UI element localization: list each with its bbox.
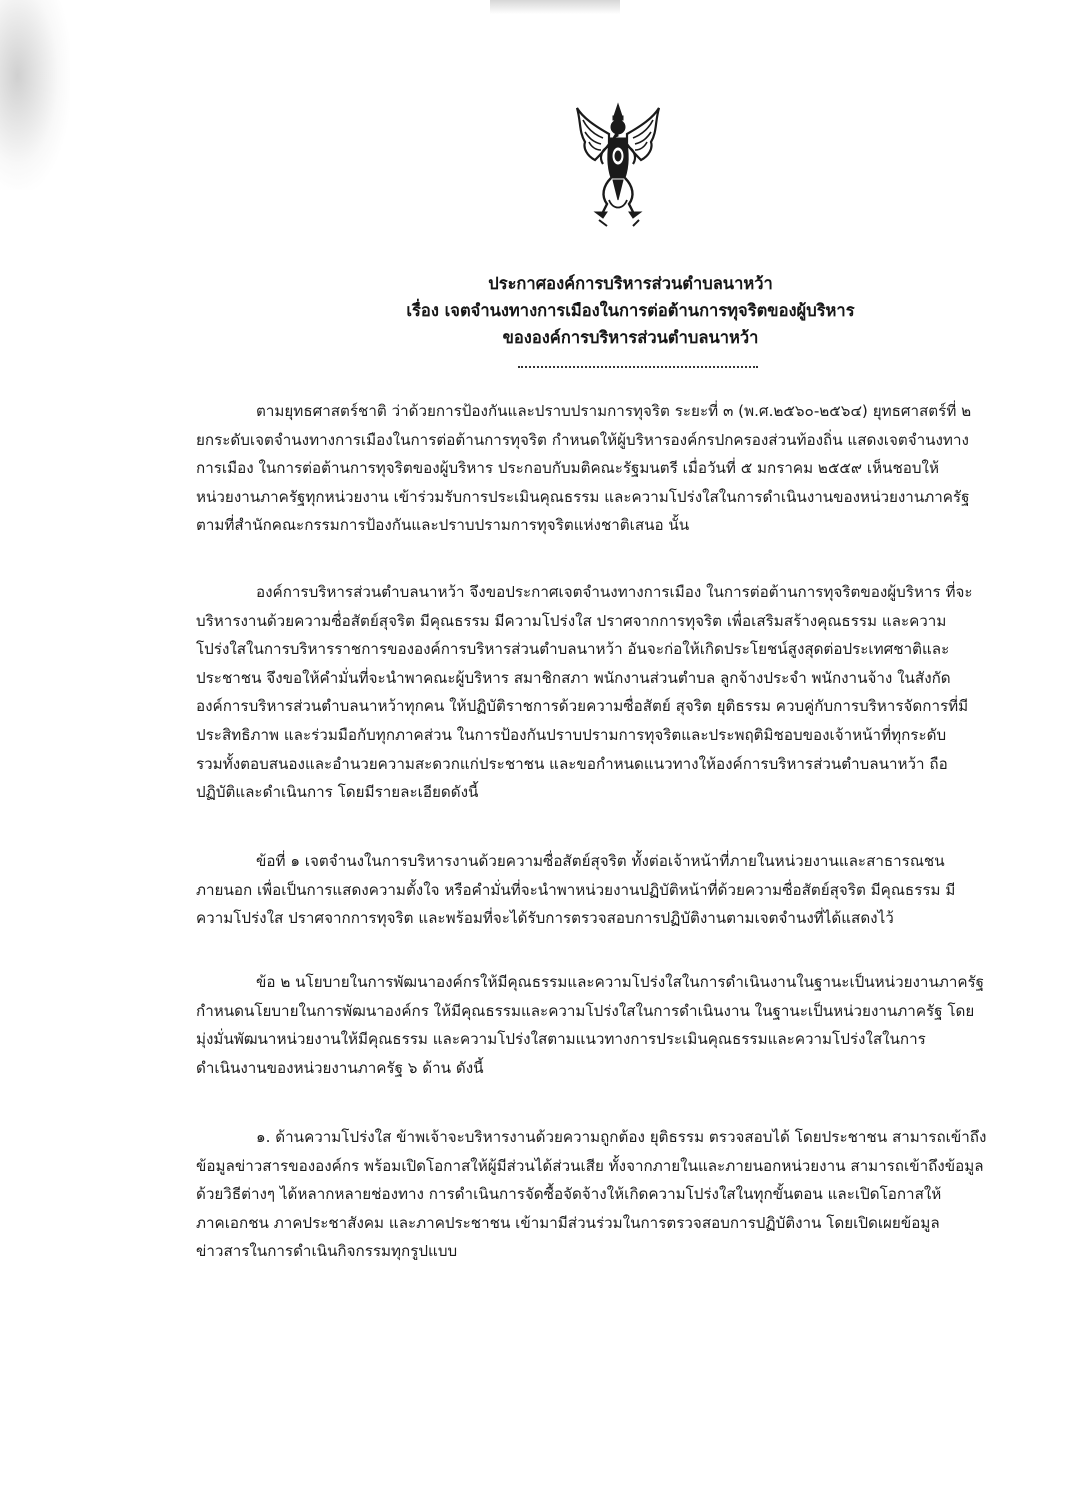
paragraph-line: โปร่งใสในการบริหารราชการขององค์การบริหารส่วนตำบลนาหว้า อันจะก่อให้เกิดประโยชน์สูงสุดต่อประเทศชาติและ (196, 640, 950, 659)
paragraph-line: ภาคเอกชน ภาคประชาสังคม และภาคประชาชน เข้ามามีส่วนร่วมในการตรวจสอบการปฏิบัติงาน โดยเปิดเผยข้อมูล (196, 1213, 940, 1232)
paragraph-line: ภายนอก เพื่อเป็นการแสดงความตั้งใจ หรือคำมั่นที่จะนำพาหน่วยงานปฏิบัติหน้าที่ด้วยความซื่อสัตย์สุจริต มีคุณธรรม มี (196, 880, 956, 899)
announcement-subject: เรื่อง เจตจำนงทางการเมืองในการต่อต้านการทุจริตของผู้บริหาร (406, 301, 855, 320)
paragraph-4 (196, 968, 1074, 1082)
paragraph-line: ตามที่สำนักคณะกรรมการป้องกันและปราบปรามการทุจริตแห่งชาติเสนอ นั้น (196, 516, 690, 535)
paragraph-line: มุ่งมั่นพัฒนาหน่วยงานให้มีคุณธรรม และความโปร่งใสตามแนวทางการประเมินคุณธรรมและความโปร่งใสในการ (196, 1030, 926, 1049)
paragraph-line: ยกระดับเจตจำนงทางการเมืองในการต่อต้านการทุจริต กำหนดให้ผู้บริหารองค์กรปกครองส่วนท้องถิ่น แสดงเจตจำนงทาง (196, 430, 969, 449)
paragraph-1 (196, 397, 1074, 540)
paragraph-line: ข้อที่ ๑ เจตจำนงในการบริหารงานด้วยความซื่อสัตย์สุจริต ทั้งต่อเจ้าหน้าที่ภายในหน่วยงานและสาธารณชน (256, 852, 945, 870)
paragraph-5 (196, 1123, 1074, 1266)
paragraph-line: ข้อมูลข่าวสารขององค์กร พร้อมเปิดโอกาสให้ผู้มีส่วนได้ส่วนเสีย ทั้งจากภายในและภายนอกหน่วยงาน สามารถเข้าถึงข้อมูล (196, 1156, 984, 1175)
paragraph-line: หน่วยงานภาครัฐทุกหน่วยงาน เข้าร่วมรับการประเมินคุณธรรม และความโปร่งใสในการดำเนินงานของหน่วยงานภาครัฐ (196, 487, 970, 506)
paragraph-line: องค์การบริหารส่วนตำบลนาหว้าทุกคน ให้ปฏิบัติราชการด้วยความซื่อสัตย์ สุจริต ยุติธรรม ควบคู่กับการบริหารจัดการที่มี (196, 697, 969, 716)
paragraph-line: ข่าวสารในการดำเนินกิจกรรมทุกรูปแบบ (196, 1242, 458, 1261)
paragraph-line: ดำเนินงานของหน่วยงานภาครัฐ ๖ ด้าน ดังนี้ (196, 1058, 484, 1077)
announcement-heading (0, 270, 1091, 351)
paragraph-line: ด้วยวิธีต่างๆ ได้หลากหลายช่องทาง การดำเนินการจัดซื้อจัดจ้างให้เกิดความโปร่งใสในทุกขั้นตอน และเปิดโอกาสให้ (196, 1185, 942, 1204)
paragraph-line: ความโปร่งใส ปราศจากการทุจริต และพร้อมที่จะได้รับการตรวจสอบการปฏิบัติงานตามเจตจำนงที่ได้แสดงไว้ (196, 909, 894, 928)
paragraph-line: ประสิทธิภาพ และร่วมมือกับทุกภาคส่วน ในการป้องกันปราบปรามการทุจริตและประพฤติมิชอบของเจ้าหน้าที่ทุกระดับ (196, 725, 947, 744)
paragraph-line: การเมือง ในการต่อต้านการทุจริตของผู้บริหาร ประกอบกับมติคณะรัฐมนตรี เมื่อวันที่ ๕ มกราคม ๒๕๕๙ เห็นชอบให้ (196, 459, 939, 478)
paragraph-line: องค์การบริหารส่วนตำบลนาหว้า จึงขอประกาศเจตจำนงทางการเมือง ในการต่อต้านการทุจริตของผู้บริหาร ที่จะ (256, 583, 973, 601)
paragraph-line: ตามยุทธศาสตร์ชาติ ว่าด้วยการป้องกันและปราบปรามการทุจริต ระยะที่ ๓ (พ.ศ.๒๕๖๐-๒๕๖๔) ยุทธศาสตร์ที่ ๒ (256, 402, 972, 420)
paragraph-2 (196, 578, 1074, 807)
paragraph-line: ข้อ ๒ นโยบายในการพัฒนาองค์กรให้มีคุณธรรมและความโปร่งใสในการดำเนินงานในฐานะเป็นหน่วยงานภาครัฐ (256, 973, 985, 991)
garuda-emblem-icon (573, 100, 663, 230)
dotted-divider (518, 366, 758, 368)
paragraph-line: บริหารงานด้วยความซื่อสัตย์สุจริต มีคุณธรรม มีความโปร่งใส ปราศจากการทุจริต เพื่อเสริมสร้างคุณธรรม และความ (196, 611, 947, 630)
announcement-title: ประกาศองค์การบริหารส่วนตำบลนาหว้า (488, 274, 773, 293)
scan-shadow-top (490, 0, 620, 14)
paragraph-line: รวมทั้งตอบสนองและอำนวยความสะดวกแก่ประชาชน และขอกำหนดแนวทางให้องค์การบริหารส่วนตำบลนาหว้า ถือ (196, 754, 948, 773)
paragraph-line: ๑. ด้านความโปร่งใส ข้าพเจ้าจะบริหารงานด้วยความถูกต้อง ยุติธรรม ตรวจสอบได้ โดยประชาชน สามารถเข้าถึง (256, 1128, 987, 1146)
paragraph-line: ปฏิบัติและดำเนินการ โดยมีรายละเอียดดังนี้ (196, 783, 479, 802)
paragraph-line: ประชาชน จึงขอให้คำมั่นที่จะนำพาคณะผู้บริหาร สมาชิกสภา พนักงานส่วนตำบล ลูกจ้างประจำ พนักงานจ้าง ในสังกัด (196, 668, 951, 687)
paragraph-line: กำหนดนโยบายในการพัฒนาองค์กร ให้มีคุณธรรมและความโปร่งใสในการดำเนินงาน ในฐานะเป็นหน่วยงานภาครัฐ โดย (196, 1001, 975, 1020)
announcement-subject-cont: ขององค์การบริหารส่วนตำบลนาหว้า (502, 328, 759, 347)
paragraph-3 (196, 847, 1074, 933)
scan-shadow (0, 0, 70, 190)
